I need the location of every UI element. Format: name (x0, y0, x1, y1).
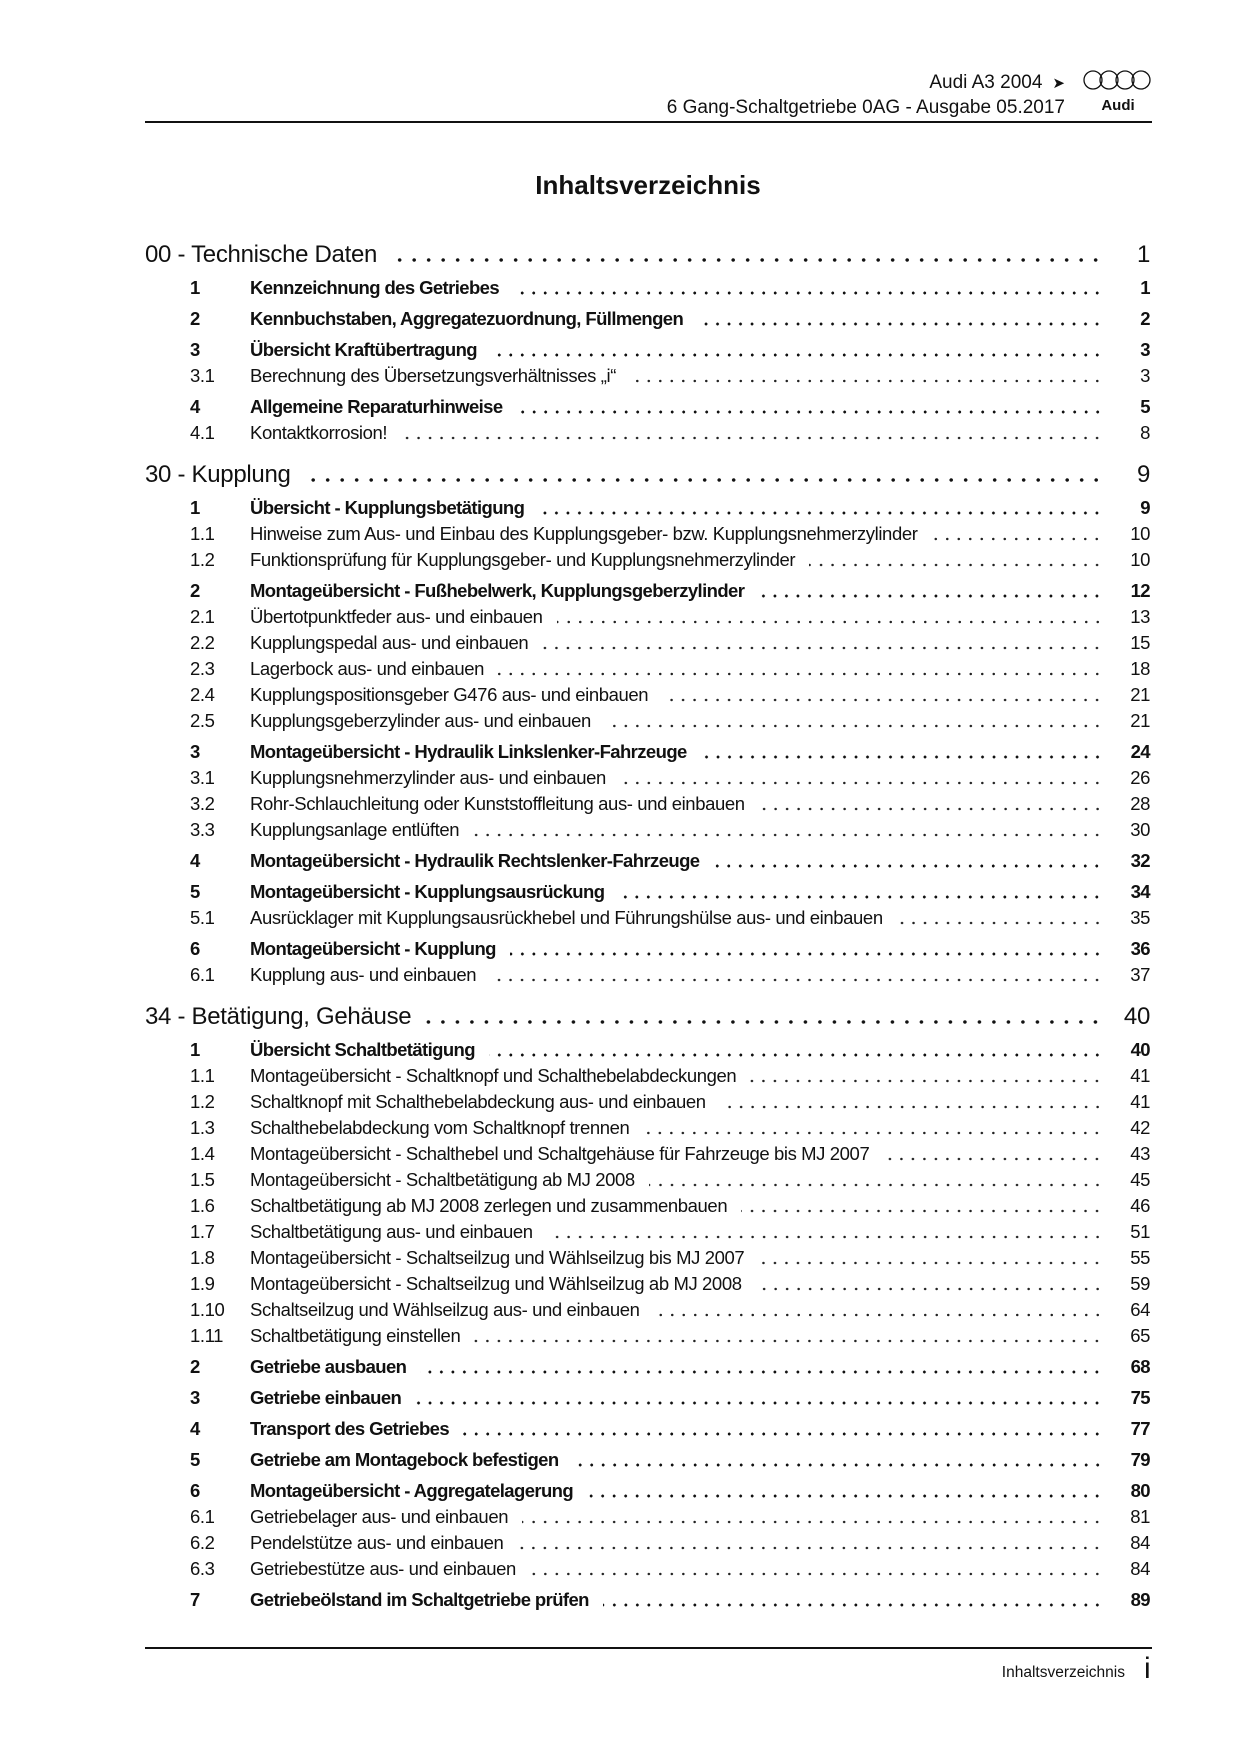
dot-leader (603, 1602, 1103, 1608)
chapter-page: 9 (1136, 461, 1150, 488)
page-title: Inhaltsverzeichnis (535, 170, 761, 200)
entry-number: 4 (190, 396, 200, 417)
toc-entry[interactable] (145, 656, 1150, 682)
entry-title: Übersicht Kraftübertragung (250, 339, 477, 360)
toc-entry[interactable] (145, 521, 1150, 547)
dot-leader (931, 536, 1103, 542)
entry-title: Rohr-Schlauchleitung oder Kunststoffleitung aus- und einbauen (250, 793, 745, 814)
entry-number: 4 (190, 850, 200, 871)
dot-leader (587, 1493, 1103, 1499)
entry-number: 5.1 (190, 907, 215, 928)
entry-number: 2.4 (190, 684, 215, 705)
toc-entry[interactable] (145, 1349, 1150, 1380)
entry-title: Lagerbock aus- und einbauen (250, 658, 484, 679)
dot-leader (897, 920, 1103, 926)
entry-title: Montageübersicht - Hydraulik Rechtslenker-Fahrzeuge (250, 850, 700, 871)
entry-title: Berechnung des Übersetzungsverhältnisses „i“ (250, 365, 616, 386)
entry-page: 24 (1130, 741, 1150, 762)
entry-number: 1 (190, 1039, 200, 1060)
entry-page: 8 (1140, 422, 1150, 443)
entry-title: Getriebe ausbauen (250, 1356, 407, 1377)
toc-entry[interactable] (145, 1297, 1150, 1323)
toc-entry[interactable] (145, 573, 1150, 604)
entry-title: Montageübersicht - Schaltseilzug und Wählseilzug ab MJ 2008 (250, 1273, 742, 1294)
entry-page: 41 (1130, 1091, 1150, 1112)
entry-number: 1.5 (190, 1169, 215, 1190)
entry-number: 2 (190, 308, 200, 329)
header-model-text: Audi A3 2004 (929, 72, 1043, 93)
entry-page: 3 (1140, 365, 1150, 386)
entry-number: 2.2 (190, 632, 215, 653)
toc-entry[interactable] (145, 905, 1150, 931)
entry-number: 3.1 (190, 767, 215, 788)
entry-title: Montageübersicht - Schalthebel und Schaltgehäuse für Fahrzeuge bis MJ 2007 (250, 1143, 870, 1164)
entry-page: 32 (1130, 850, 1150, 871)
toc-entry[interactable] (145, 389, 1150, 420)
entry-page: 10 (1130, 549, 1150, 570)
entry-title: Ausrücklager mit Kupplungsausrückhebel und Führungshülse aus- und einbauen (250, 907, 883, 928)
entry-number: 3 (190, 1387, 200, 1408)
toc-chapter[interactable] (145, 226, 1150, 270)
dot-leader (654, 1312, 1104, 1318)
toc-chapter[interactable] (145, 988, 1150, 1032)
entry-page: 5 (1140, 396, 1150, 417)
entry-title: Montageübersicht - Kupplung (250, 938, 496, 959)
entry-number: 1.2 (190, 549, 215, 570)
entry-number: 1.10 (190, 1299, 225, 1320)
entry-number: 2 (190, 580, 200, 601)
dot-leader (662, 697, 1103, 703)
dot-leader (720, 1104, 1103, 1110)
entry-page: 80 (1130, 1480, 1150, 1501)
entry-page: 89 (1130, 1589, 1150, 1610)
dot-leader (305, 477, 1103, 483)
page-number: i (1144, 1652, 1151, 1685)
toc-entry[interactable] (145, 1245, 1150, 1271)
entry-title: Montageübersicht - Schaltbetätigung ab MJ 2008 (250, 1169, 635, 1190)
entry-title: Getriebe einbauen (250, 1387, 402, 1408)
dot-leader (547, 1234, 1103, 1240)
entry-title: Transport des Getriebes (250, 1418, 450, 1439)
dot-leader (758, 1260, 1103, 1266)
chapter-title: 30 - Kupplung (145, 461, 291, 488)
chapter-page: 1 (1136, 241, 1150, 268)
toc-entry[interactable] (145, 363, 1150, 389)
toc-entry[interactable] (145, 420, 1150, 446)
entry-title: Kupplungspedal aus- und einbauen (250, 632, 529, 653)
entry-page: 41 (1130, 1065, 1150, 1086)
entry-page: 9 (1140, 497, 1150, 518)
dot-leader (643, 1130, 1103, 1136)
dot-leader (473, 832, 1103, 838)
toc-entry[interactable] (145, 682, 1150, 708)
entry-page: 55 (1130, 1247, 1150, 1268)
toc-entry[interactable] (145, 1473, 1150, 1504)
dot-leader (649, 1182, 1103, 1188)
dot-leader (491, 352, 1103, 358)
entry-title: Kupplungsanlage entlüften (250, 819, 460, 840)
entry-title: Schaltbetätigung aus- und einbauen (250, 1221, 533, 1242)
entry-number: 1.9 (190, 1273, 215, 1294)
entry-title: Schaltseilzug und Wählseilzug aus- und einbauen (250, 1299, 640, 1320)
dot-leader (758, 593, 1103, 599)
entry-page: 84 (1130, 1558, 1150, 1579)
entry-page: 3 (1140, 339, 1150, 360)
dot-leader (463, 1431, 1103, 1437)
toc-entry[interactable] (145, 1380, 1150, 1411)
toc-entry[interactable] (145, 547, 1150, 573)
entry-title: Getriebe am Montagebock befestigen (250, 1449, 559, 1470)
entry-title: Hinweise zum Aus- und Einbau des Kupplungsgeber- bzw. Kupplungsnehmerzylinder (250, 523, 918, 544)
entry-title: Schaltbetätigung einstellen (250, 1325, 461, 1346)
entry-page: 2 (1140, 308, 1150, 329)
entry-page: 75 (1130, 1387, 1150, 1408)
entry-page: 77 (1130, 1418, 1150, 1439)
dot-leader (620, 780, 1103, 786)
dot-leader (883, 1156, 1103, 1162)
entry-number: 2 (190, 1356, 200, 1377)
footer-rule (145, 1647, 1152, 1649)
entry-page: 51 (1130, 1221, 1150, 1242)
entry-number: 6 (190, 938, 200, 959)
entry-number: 3.3 (190, 819, 215, 840)
dot-leader (701, 754, 1103, 760)
entry-number: 6.2 (190, 1532, 215, 1553)
entry-title: Schaltknopf mit Schalthebelabdeckung aus- und einbauen (250, 1091, 706, 1112)
entry-page: 84 (1130, 1532, 1150, 1553)
toc-entry[interactable] (145, 332, 1150, 363)
dot-leader (741, 1208, 1103, 1214)
dot-leader (513, 290, 1103, 296)
dot-leader (517, 1545, 1103, 1551)
dot-leader (530, 1571, 1103, 1577)
entry-number: 2.5 (190, 710, 215, 731)
dot-leader (522, 1519, 1103, 1525)
dot-leader (490, 977, 1103, 983)
entry-title: Allgemeine Reparaturhinweise (250, 396, 503, 417)
toc-entry[interactable] (145, 874, 1150, 905)
entry-page: 65 (1130, 1325, 1150, 1346)
dot-leader (415, 1400, 1103, 1406)
svg-text:Audi: Audi (1101, 97, 1135, 114)
dot-leader (425, 1019, 1103, 1025)
toc-entry[interactable] (145, 1032, 1150, 1063)
entry-title: Montageübersicht - Aggregatelagerung (250, 1480, 574, 1501)
entry-number: 5 (190, 1449, 200, 1470)
entry-page: 18 (1130, 658, 1150, 679)
entry-number: 1.4 (190, 1143, 215, 1164)
dot-leader (630, 378, 1103, 384)
entry-page: 37 (1130, 964, 1150, 985)
entry-number: 2.1 (190, 606, 215, 627)
entry-number: 3.2 (190, 793, 215, 814)
dot-leader (391, 257, 1103, 263)
toc-entry[interactable] (145, 765, 1150, 791)
entry-number: 3.1 (190, 365, 215, 386)
entry-number: 1.1 (190, 523, 215, 544)
toc-entry[interactable] (145, 1193, 1150, 1219)
entry-page: 15 (1130, 632, 1150, 653)
dot-leader (618, 894, 1103, 900)
toc-entry[interactable] (145, 630, 1150, 656)
dot-leader (759, 806, 1103, 812)
entry-page: 43 (1130, 1143, 1150, 1164)
entry-number: 1 (190, 497, 200, 518)
toc-entry[interactable] (145, 1089, 1150, 1115)
entry-title: Montageübersicht - Hydraulik Linkslenker-Fahrzeuge (250, 741, 687, 762)
entry-page: 40 (1130, 1039, 1150, 1060)
toc-entry[interactable] (145, 604, 1150, 630)
toc-entry[interactable] (145, 843, 1150, 874)
entry-title: Kupplungsgeberzylinder aus- und einbauen (250, 710, 591, 731)
dot-leader (538, 510, 1103, 516)
dot-leader (605, 723, 1103, 729)
entry-title: Kupplung aus- und einbauen (250, 964, 477, 985)
toc-entry[interactable] (145, 931, 1150, 962)
entry-number: 6.1 (190, 1506, 215, 1527)
entry-page: 30 (1130, 819, 1150, 840)
entry-number: 4.1 (190, 422, 215, 443)
toc-entry[interactable] (145, 962, 1150, 988)
toc-entry[interactable] (145, 817, 1150, 843)
entry-number: 6.1 (190, 964, 215, 985)
entry-page: 36 (1130, 938, 1150, 959)
chapter-title: 00 - Technische Daten (145, 241, 378, 268)
toc-entry[interactable] (145, 1442, 1150, 1473)
entry-page: 59 (1130, 1273, 1150, 1294)
entry-title: Getriebeölstand im Schaltgetriebe prüfen (250, 1589, 589, 1610)
toc-chapter[interactable] (145, 446, 1150, 490)
toc-entry[interactable] (145, 1063, 1150, 1089)
chapter-page: 40 (1123, 1003, 1150, 1030)
dot-leader (542, 645, 1103, 651)
toc-entry[interactable] (145, 301, 1150, 332)
dot-leader (498, 671, 1103, 677)
entry-page: 28 (1130, 793, 1150, 814)
entry-title: Montageübersicht - Fußhebelwerk, Kupplungsgeberzylinder (250, 580, 745, 601)
toc-entry[interactable] (145, 1530, 1150, 1556)
entry-page: 68 (1130, 1356, 1150, 1377)
toc-entry[interactable] (145, 1504, 1150, 1530)
entry-number: 7 (190, 1589, 200, 1610)
entry-page: 21 (1130, 684, 1150, 705)
entry-number: 6.3 (190, 1558, 215, 1579)
dot-leader (713, 863, 1103, 869)
toc-entry[interactable] (145, 1115, 1150, 1141)
entry-title: Kennzeichnung des Getriebes (250, 277, 500, 298)
entry-number: 6 (190, 1480, 200, 1501)
entry-title: Kupplungspositionsgeber G476 aus- und einbauen (250, 684, 649, 705)
toc-entry[interactable] (145, 1582, 1150, 1613)
entry-title: Übersicht Schaltbetätigung (250, 1039, 475, 1060)
dot-leader (474, 1338, 1103, 1344)
entry-page: 26 (1130, 767, 1150, 788)
toc-entry[interactable] (145, 1411, 1150, 1442)
entry-page: 21 (1130, 710, 1150, 731)
entry-page: 35 (1130, 907, 1150, 928)
arrow-icon: ➤ (1052, 75, 1065, 92)
entry-number: 1.6 (190, 1195, 215, 1216)
entry-page: 81 (1130, 1506, 1150, 1527)
entry-title: Übertotpunktfeder aus- und einbauen (250, 606, 543, 627)
entry-number: 1.7 (190, 1221, 215, 1242)
toc-entry[interactable] (145, 1271, 1150, 1297)
entry-title: Kennbuchstaben, Aggregatezuordnung, Füllmengen (250, 308, 684, 329)
entry-number: 1.2 (190, 1091, 215, 1112)
entry-number: 1.11 (190, 1325, 224, 1346)
entry-title: Kupplungsnehmerzylinder aus- und einbauen (250, 767, 606, 788)
entry-page: 1 (1140, 277, 1150, 298)
toc-entry[interactable] (145, 1556, 1150, 1582)
entry-title: Funktionsprüfung für Kupplungsgeber- und Kupplungsnehmerzylinder (250, 549, 796, 570)
dot-leader (809, 562, 1103, 568)
footer-section-label: Inhaltsverzeichnis (1001, 1664, 1125, 1681)
toc-entry[interactable] (145, 1167, 1150, 1193)
dot-leader (510, 951, 1103, 957)
entry-title: Montageübersicht - Schaltseilzug und Wählseilzug bis MJ 2007 (250, 1247, 745, 1268)
dot-leader (489, 1052, 1103, 1058)
toc-entry[interactable] (145, 270, 1150, 301)
dot-leader (557, 619, 1104, 625)
header-model (929, 72, 1065, 94)
dot-leader (697, 321, 1103, 327)
entry-title: Pendelstütze aus- und einbauen (250, 1532, 504, 1553)
entry-number: 5 (190, 881, 200, 902)
header-subtitle: 6 Gang-Schaltgetriebe 0AG - Ausgabe 05.2017 (666, 97, 1065, 118)
table-of-contents (145, 226, 1150, 1613)
entry-page: 13 (1130, 606, 1150, 627)
entry-number: 3 (190, 741, 200, 762)
entry-page: 10 (1130, 523, 1150, 544)
entry-title: Montageübersicht - Kupplungsausrückung (250, 881, 605, 902)
toc-entry[interactable] (145, 1141, 1150, 1167)
entry-number: 1.8 (190, 1247, 215, 1268)
entry-number: 1.3 (190, 1117, 215, 1138)
toc-entry[interactable] (145, 791, 1150, 817)
entry-number: 1.1 (190, 1065, 215, 1086)
entry-number: 3 (190, 339, 200, 360)
chapter-title: 34 - Betätigung, Gehäuse (145, 1003, 412, 1030)
dot-leader (401, 435, 1103, 441)
entry-number: 2.3 (190, 658, 215, 679)
entry-page: 64 (1130, 1299, 1150, 1320)
entry-page: 12 (1130, 580, 1150, 601)
dot-leader (573, 1462, 1103, 1468)
entry-title: Kontaktkorrosion! (250, 422, 388, 443)
dot-leader (750, 1078, 1103, 1084)
dot-leader (420, 1369, 1103, 1375)
dot-leader (756, 1286, 1103, 1292)
toc-entry[interactable] (145, 708, 1150, 734)
entry-title: Getriebelager aus- und einbauen (250, 1506, 509, 1527)
entry-page: 42 (1130, 1117, 1150, 1138)
entry-title: Schaltbetätigung ab MJ 2008 zerlegen und zusammenbauen (250, 1195, 728, 1216)
entry-page: 34 (1130, 881, 1150, 902)
entry-number: 4 (190, 1418, 200, 1439)
entry-title: Getriebestütze aus- und einbauen (250, 1558, 516, 1579)
toc-entry[interactable] (145, 734, 1150, 765)
entry-title: Schalthebelabdeckung vom Schaltknopf trennen (250, 1117, 630, 1138)
entry-page: 46 (1130, 1195, 1150, 1216)
audi-logo (1082, 70, 1154, 120)
dot-leader (517, 409, 1103, 415)
toc-entry[interactable] (145, 1323, 1150, 1349)
header-rule (145, 121, 1152, 123)
entry-title: Montageübersicht - Schaltknopf und Schalthebelabdeckungen (250, 1065, 737, 1086)
entry-number: 1 (190, 277, 200, 298)
toc-entry[interactable] (145, 490, 1150, 521)
toc-entry[interactable] (145, 1219, 1150, 1245)
entry-page: 79 (1130, 1449, 1150, 1470)
entry-title: Übersicht - Kupplungsbetätigung (250, 497, 525, 518)
entry-page: 45 (1130, 1169, 1150, 1190)
